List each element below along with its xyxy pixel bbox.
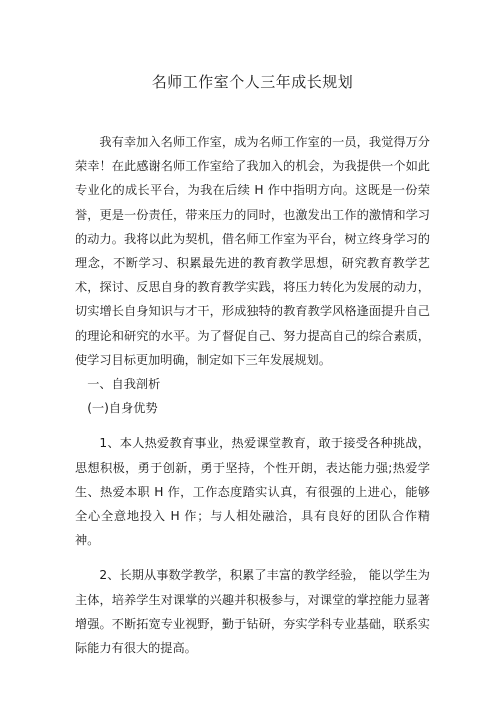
- strength-paragraph-1: 1、本人热爱教育事业，热爱课堂教育，敢于接受各种挑战，思想积极，勇于创新，勇于坚持，个性开朗，表达能力强;热爱学生、热爱本职 H 作，工作态度踏实认真，有很强的上进心，能够全心全意地投入 H 作；与人相处融洽，具有良好的团队合作精神。: [75, 436, 430, 548]
- intro-paragraph: 我有幸加入名师工作室，成为名师工作室的一员，我觉得万分荣幸！在此感谢名师工作室给了我加入的机会，为我提供一个如此专业化的成长平台，为我在后续 H 作中指明方向。这既是一份荣誉，更是一份责任，带来压力的同时，也激发出工作的激情和学习的动力。我将以此为契机，借名师工作室为平台，树立终身学习的理念，不断学习、积累最先进的教育教学思想，研究教育教学艺术，探讨、反思自身的教育教学实践，将压力转化为发展的动力，切实增长自身知识与才干，形成独特的教育教学风格逢面提升自己的理论和研究的水平。为了督促自己、努力提高自己的综合素质，使学习目标更加明确，制定如下三年发展规划。: [75, 135, 430, 367]
- section-heading-self-analysis: 一、自我剖析: [87, 377, 161, 392]
- subsection-heading-strengths: (一)自身优势: [87, 401, 158, 416]
- document-title: 名师工作室个人三年成长规划: [151, 73, 354, 91]
- strength-paragraph-2: 2、长期从事数学教学，积累了丰富的教学经验， 能以学生为主体，培养学生对课掌的兴趣并积极参与，对课堂的掌控能力显著增强。不断拓宽专业视野，勤于钻研，夯实学科专业基础，联系实际能力有很大的提高。: [75, 568, 430, 656]
